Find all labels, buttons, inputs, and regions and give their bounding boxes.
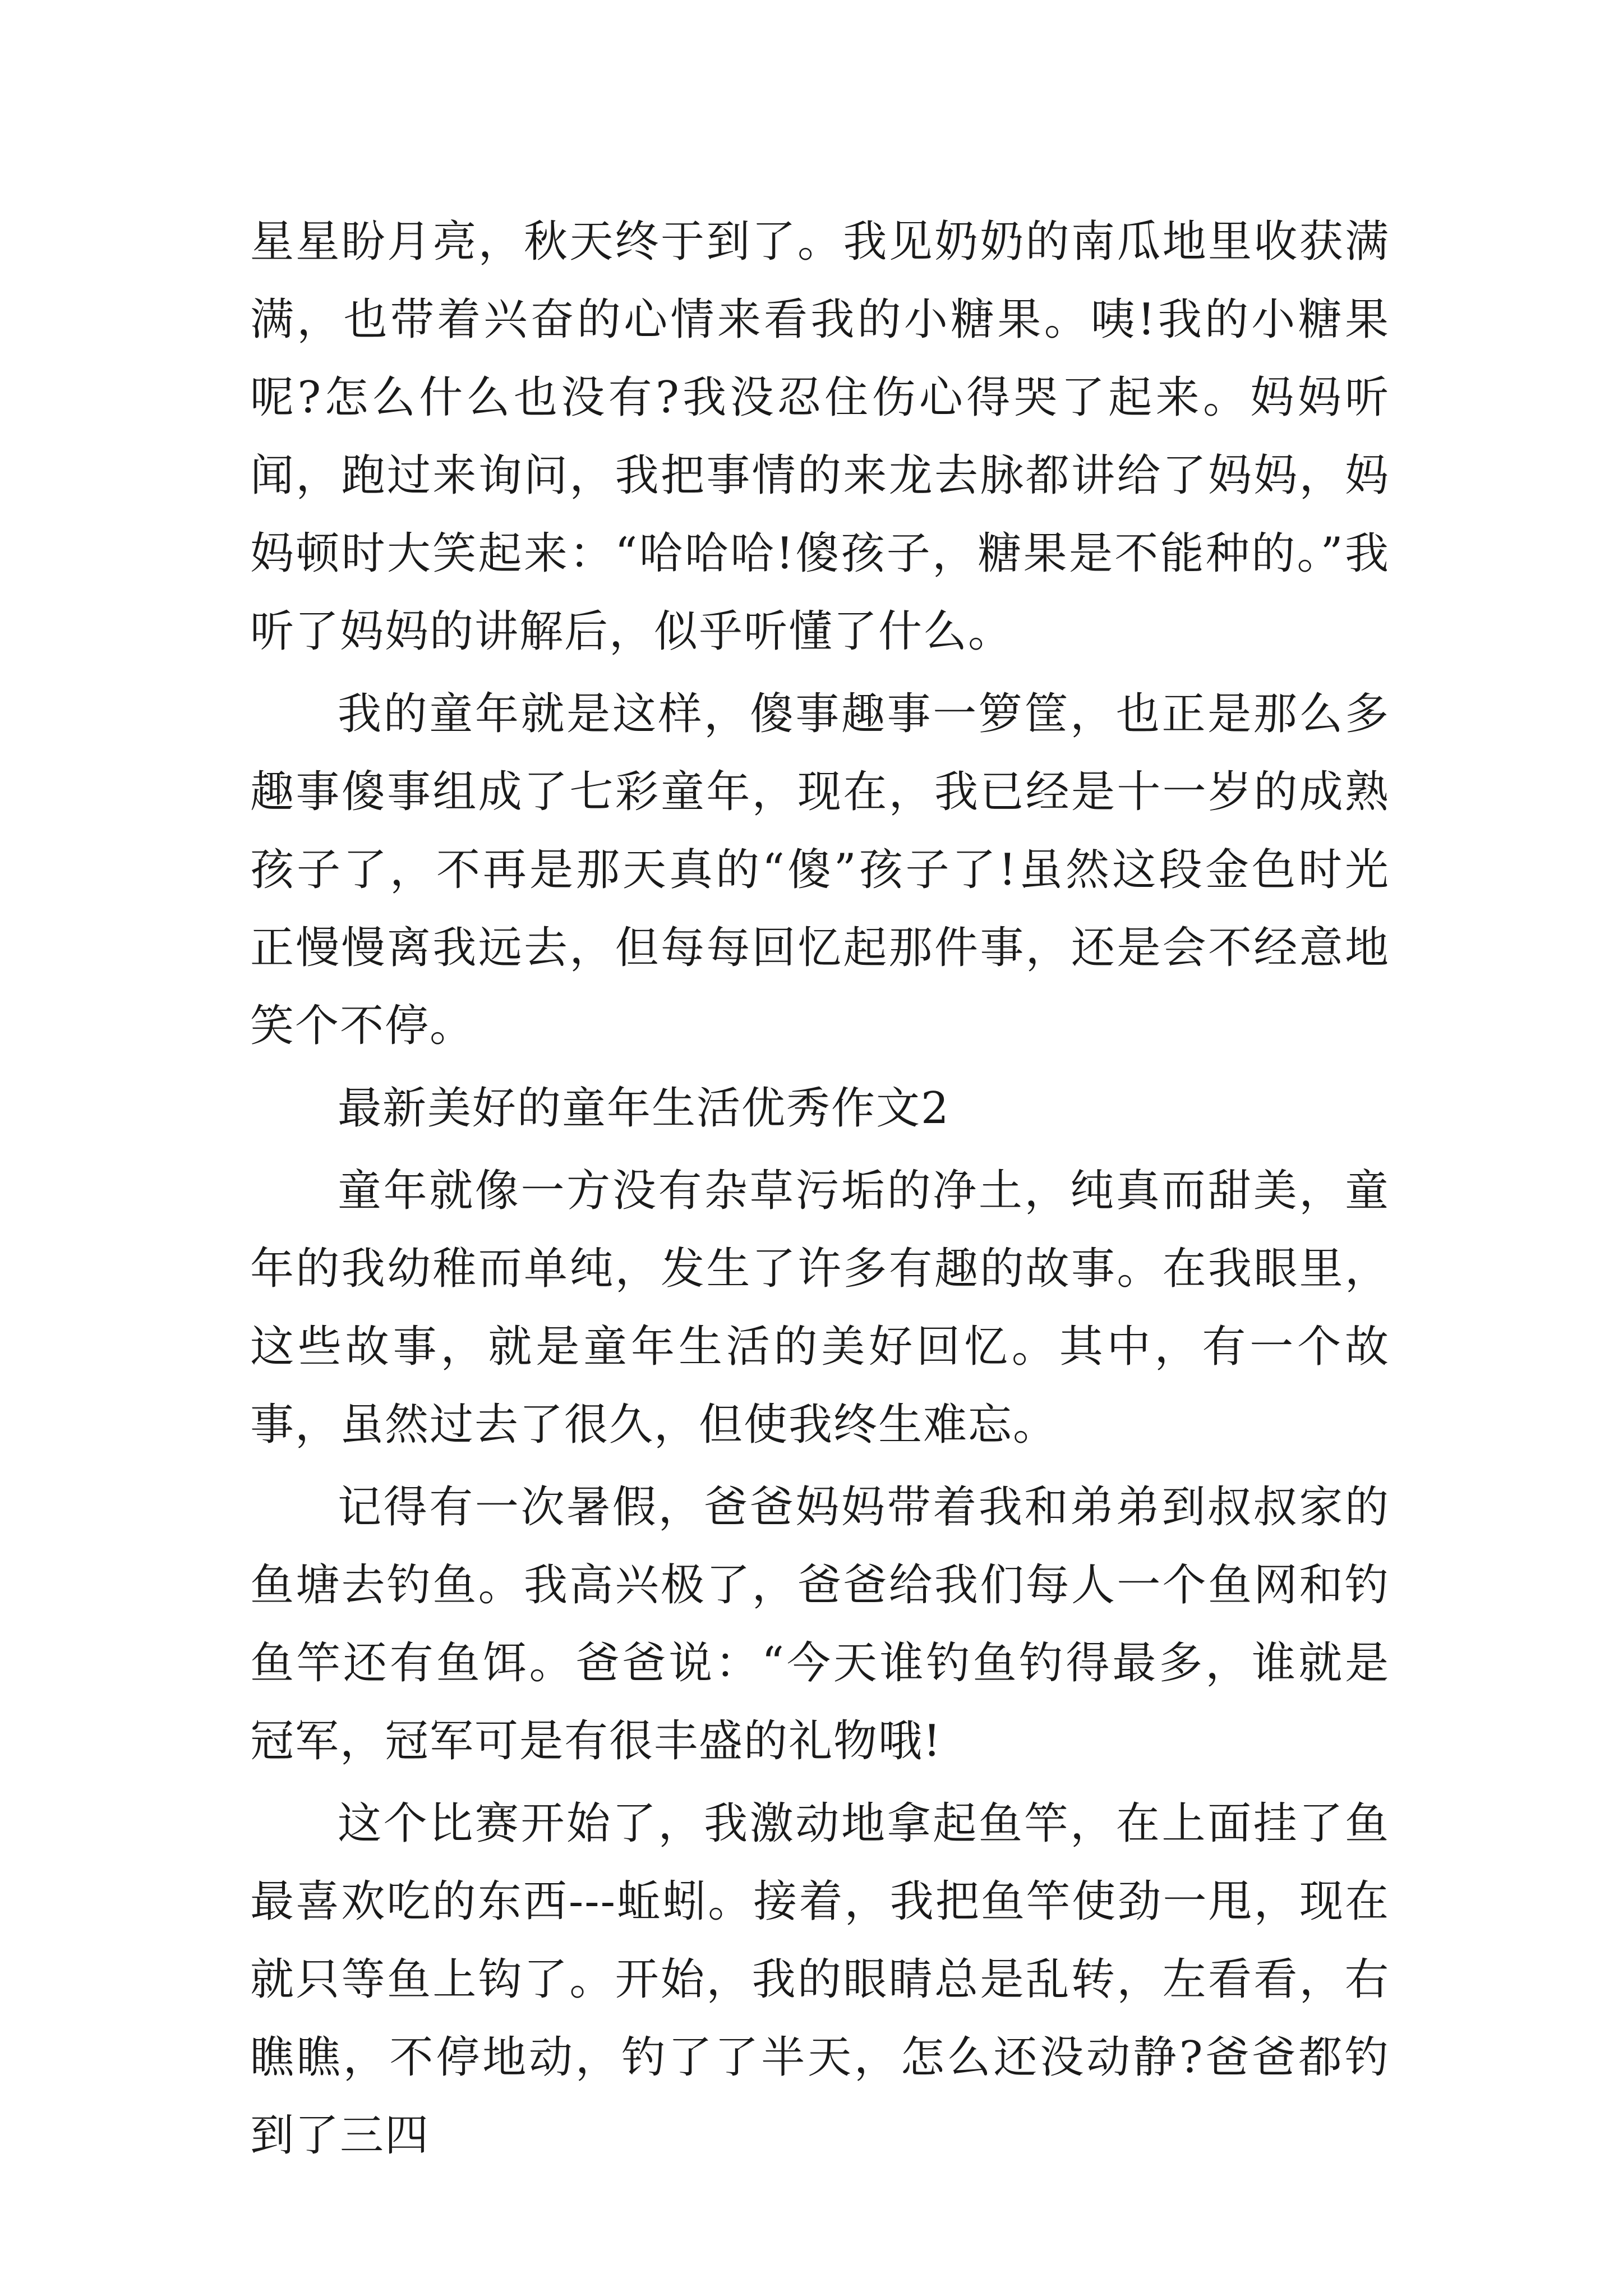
paragraph-pumpkin-harvest: 星星盼月亮，秋天终于到了。我见奶奶的南瓜地里收获满满，也带着兴奋的心情来看我的小糖果。咦!我的小糖果呢?怎么什么也没有?我没忍住伤心得哭了起来。妈妈听闻，跑过来询问，我把事情的来龙去脉都讲给了妈妈，妈妈顿时大笑起来：“哈哈哈!傻孩子，糖果是不能种的。”我听了妈妈的讲解后，似乎听懂了什么。 (250, 217, 1390, 657)
paragraph-fishing-contest: 这个比赛开始了，我激动地拿起鱼竿，在上面挂了鱼最喜欢吃的东西---蚯蚓。接着，我把鱼竿使劲一甩，现在就只等鱼上钩了。开始，我的眼睛总是乱转，左看看，右瞧瞧，不停地动，钓了了半天，怎么还没动静?爸爸都钓到了三四 (250, 1798, 1390, 2161)
document-body (250, 203, 1390, 2179)
essay-heading: 最新美好的童年生活优秀作文2 (338, 1083, 950, 1134)
paragraph-fishing-trip: 记得有一次暑假，爸爸妈妈带着我和弟弟到叔叔家的鱼塘去钓鱼。我高兴极了，爸爸给我们每人一个鱼网和钓鱼竿还有鱼饵。爸爸说：“今天谁钓鱼钓得最多，谁就是冠军，冠军可是有很丰盛的礼物哦! (250, 1482, 1390, 1766)
paragraph-childhood-summary: 我的童年就是这样，傻事趣事一箩筐，也正是那么多趣事傻事组成了七彩童年，现在，我已经是十一岁的成熟孩子了，不再是那天真的“傻”孩子了!虽然这段金色时光正慢慢离我远去，但每每回忆起那件事，还是会不经意地笑个不停。 (250, 689, 1390, 1051)
paragraph-childhood-intro: 童年就像一方没有杂草污垢的净土，纯真而甜美，童年的我幼稚而单纯，发生了许多有趣的故事。在我眼里，这些故事，就是童年生活的美好回忆。其中，有一个故事，虽然过去了很久，但使我终生难忘。 (250, 1166, 1390, 1450)
